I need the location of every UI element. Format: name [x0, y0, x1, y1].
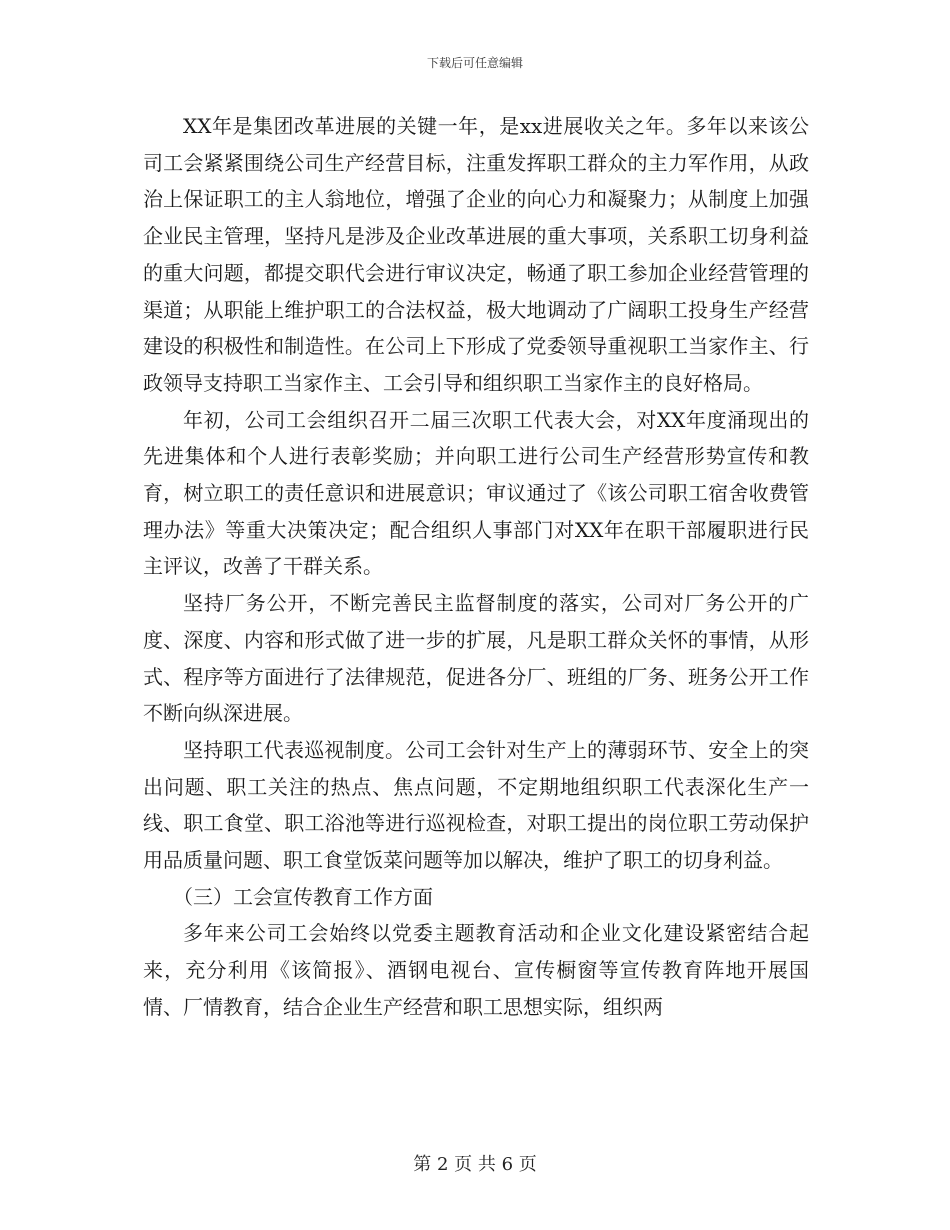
page-number: 第 2 页 共 6 页: [413, 1154, 537, 1175]
paragraph-2: 年初，公司工会组织召开二届三次职工代表大会，对XX年度涌现出的先进集体和个人进行表彰奖励；并向职工进行公司生产经营形势宣传和教育，树立职工的责任意识和进展意识；审议通过了《该公司职工宿舍收费管理办法》等重大决策决定；配合组织人事部门对XX年在职干部履职进行民主评议，改善了干群关系。: [143, 407, 809, 579]
paragraph-3: 坚持厂务公开，不断完善民主监督制度的落实，公司对厂务公开的广度、深度、内容和形式做了进一步的扩展，凡是职工群众关怀的事情，从形式、程序等方面进行了法律规范，促进各分厂、班组的厂务、班务公开工作不断向纵深进展。: [143, 591, 809, 726]
page-header-note: 下载后可任意编辑: [426, 56, 523, 70]
paragraph-5: 多年来公司工会始终以党委主题教育活动和企业文化建设紧密结合起来，充分利用《该简报》、酒钢电视台、宣传橱窗等宣传教育阵地开展国情、厂情教育，结合企业生产经营和职工思想实际，组织两: [143, 921, 809, 1019]
paragraph-1: XX年是集团改革进展的关键一年，是xx进展收关之年。多年以来该公司工会紧紧围绕公司生产经营目标，注重发挥职工群众的主力军作用，从政治上保证职工的主人翁地位，增强了企业的向心力和凝聚力；从制度上加强企业民主管理，坚持凡是涉及企业改革进展的重大事项，关系职工切身利益的重大问题，都提交职代会进行审议决定，畅通了职工参加企业经营管理的渠道；从职能上维护职工的合法权益，极大地调动了广阔职工投身生产经营建设的积极性和制造性。在公司上下形成了党委领导重视职工当家作主、行政领导支持职工当家作主、工会引导和组织职工当家作主的良好格局。: [143, 114, 809, 395]
document-body: [143, 108, 809, 1026]
section-heading: （三）工会宣传教育工作方面: [173, 884, 433, 909]
paragraph-4: 坚持职工代表巡视制度。公司工会针对生产上的薄弱环节、安全上的突出问题、职工关注的热点、焦点问题，不定期地组织职工代表深化生产一线、职工食堂、职工浴池等进行巡视检查，对职工提出的岗位职工劳动保护用品质量问题、职工食堂饭菜问题等加以解决，维护了职工的切身利益。: [143, 737, 809, 873]
